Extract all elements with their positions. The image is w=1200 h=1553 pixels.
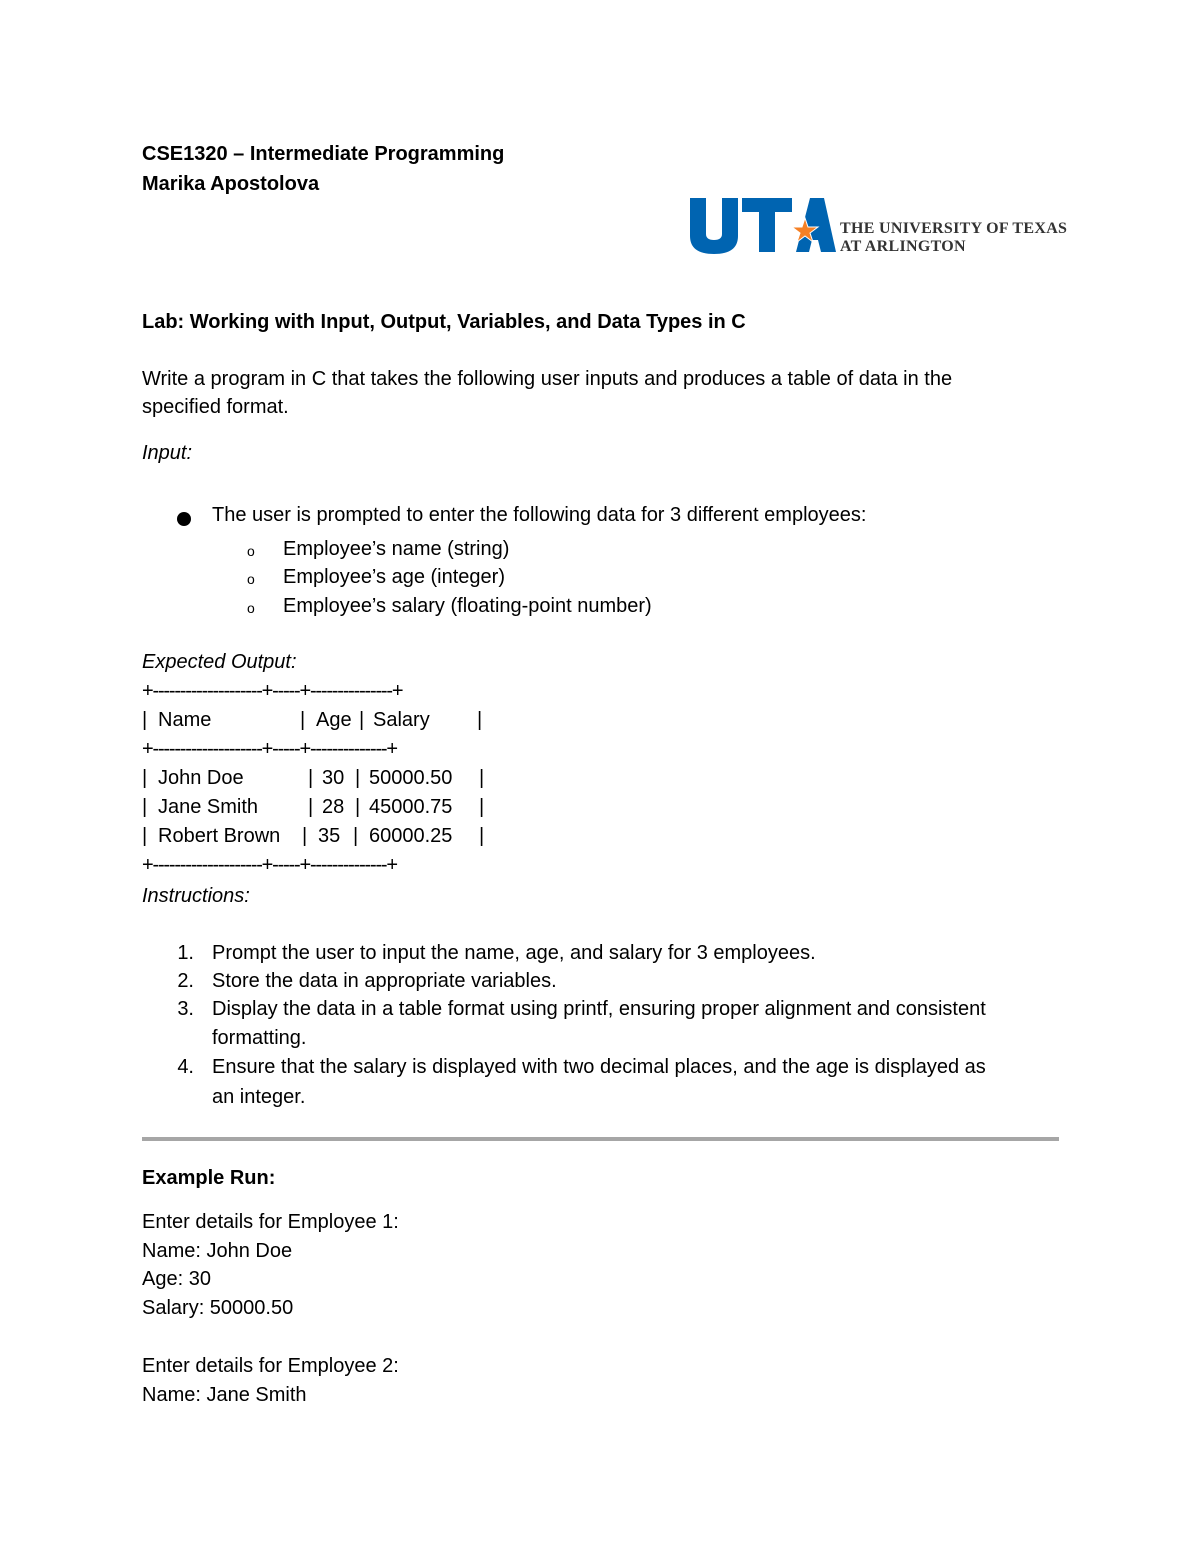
logo-letter-t <box>742 198 792 252</box>
sub-bullet-marker: o <box>247 543 255 559</box>
border-text: +--------------------+-----+--------------+ <box>142 738 397 760</box>
pipe: | <box>479 796 485 818</box>
list-number: 2. <box>177 970 194 992</box>
pipe: | <box>355 796 361 818</box>
pipe: | <box>302 825 308 847</box>
list-number: 3. <box>177 998 194 1020</box>
cell-name: Jane Smith <box>158 796 259 818</box>
sub-bullet-item: Employee’s age (integer) <box>283 566 505 588</box>
cell-age: 28 <box>322 796 345 818</box>
sub-bullet-item: Employee’s salary (floating-point number) <box>283 595 652 617</box>
table-border-mid <box>142 738 397 767</box>
table-border-top <box>142 680 403 709</box>
example-line: Name: John Doe <box>142 1240 293 1262</box>
author-name: Marika Apostolova <box>142 173 320 195</box>
border-text: +--------------------+-----+--------------+ <box>142 854 397 876</box>
input-label: Input: <box>142 442 193 464</box>
pipe: | <box>355 767 361 789</box>
input-bullet-text: The user is prompted to enter the following data for 3 different employees: <box>212 504 867 526</box>
example-line: Age: 30 <box>142 1268 211 1290</box>
cell-age: 30 <box>322 767 345 789</box>
pipe: | <box>142 796 148 818</box>
cell-salary: 50000.50 <box>369 767 453 789</box>
example-line: Name: Jane Smith <box>142 1384 307 1406</box>
example-run-label: Example Run: <box>142 1167 276 1189</box>
instructions-label: Instructions: <box>142 885 250 907</box>
example-line: Salary: 50000.50 <box>142 1297 294 1319</box>
pipe: | <box>477 709 483 731</box>
example-line: Enter details for Employee 2: <box>142 1355 399 1377</box>
lab-title: Lab: Working with Input, Output, Variables, and Data Types in C <box>142 311 746 333</box>
sub-bullet-marker: o <box>247 600 255 616</box>
cell-salary: 60000.25 <box>369 825 453 847</box>
course-title: CSE1320 – Intermediate Programming <box>142 143 505 165</box>
logo-letter-u <box>690 198 738 254</box>
header-age: Age <box>316 709 352 731</box>
header-salary: Salary <box>373 709 430 731</box>
instruction-item: Store the data in appropriate variables. <box>212 970 557 992</box>
cell-name: Robert Brown <box>158 825 281 847</box>
list-number: 4. <box>177 1056 194 1078</box>
example-line: Enter details for Employee 1: <box>142 1211 399 1233</box>
border-text: +--------------------+-----+---------------+ <box>142 680 403 702</box>
bullet-dot-icon <box>177 512 191 526</box>
output-table <box>142 680 485 883</box>
pipe: | <box>308 767 314 789</box>
pipe: | <box>359 709 365 731</box>
pipe: | <box>142 709 148 731</box>
sub-bullet-marker: o <box>247 571 255 587</box>
logo-text-line2: AT ARLINGTON <box>840 238 966 255</box>
cell-salary: 45000.75 <box>369 796 453 818</box>
instruction-item-cont: an integer. <box>212 1086 306 1108</box>
header-name: Name <box>158 709 212 731</box>
instruction-item: Ensure that the salary is displayed with two decimal places, and the age is displayed as <box>212 1056 986 1078</box>
table-row <box>142 825 485 854</box>
table-row <box>142 767 485 796</box>
list-number: 1. <box>177 942 194 964</box>
table-header-row <box>142 709 483 738</box>
table-row <box>142 796 485 825</box>
uta-logo <box>688 196 1068 256</box>
pipe: | <box>142 825 148 847</box>
cell-name: John Doe <box>158 767 244 789</box>
pipe: | <box>308 796 314 818</box>
sub-bullet-item: Employee’s name (string) <box>283 538 510 560</box>
uta-logo-mark <box>688 196 838 256</box>
horizontal-divider <box>142 1137 1059 1141</box>
table-border-bottom <box>142 854 397 883</box>
instruction-item: Display the data in a table format using printf, ensuring proper alignment and consistent <box>212 998 986 1020</box>
logo-text-line1: THE UNIVERSITY OF TEXAS <box>840 220 1068 237</box>
cell-age: 35 <box>318 825 341 847</box>
pipe: | <box>353 825 359 847</box>
intro-line-1: Write a program in C that takes the following user inputs and produces a table of data in the <box>142 368 953 390</box>
pipe: | <box>300 709 306 731</box>
instruction-item: Prompt the user to input the name, age, and salary for 3 employees. <box>212 942 816 964</box>
expected-output-label: Expected Output: <box>142 651 297 673</box>
pipe: | <box>479 767 485 789</box>
intro-line-2: specified format. <box>142 396 289 418</box>
instruction-item-cont: formatting. <box>212 1027 307 1049</box>
pipe: | <box>142 767 148 789</box>
logo-letter-a <box>796 198 836 252</box>
pipe: | <box>479 825 485 847</box>
